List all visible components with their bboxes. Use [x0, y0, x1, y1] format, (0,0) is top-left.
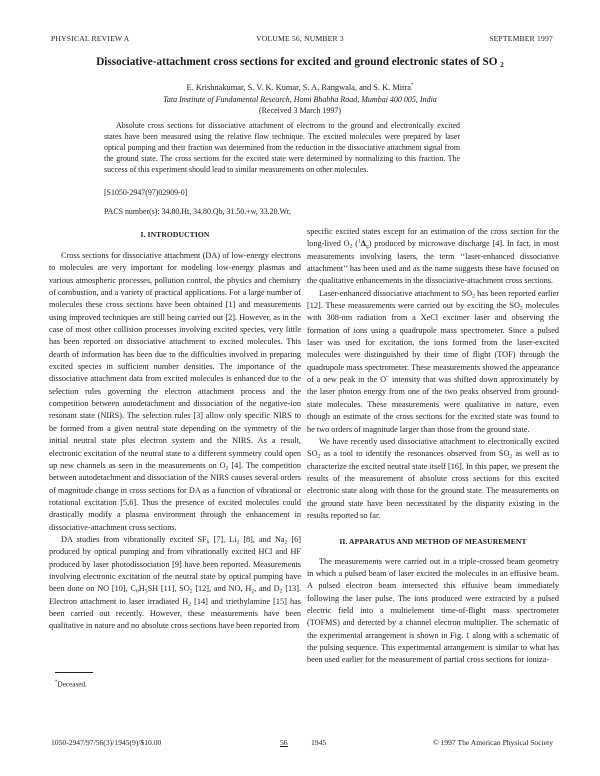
- title-subscript: 2: [500, 61, 504, 69]
- affiliation: Tata Institute of Fundamental Research, Homi Bhabha Road, Mumbai 400 005, India: [163, 95, 437, 104]
- footer-volume: 56: [280, 738, 288, 747]
- abstract: [104, 120, 460, 175]
- issue-date: SEPTEMBER 1997: [489, 34, 553, 43]
- intro-paragraph-4: Laser-enhanced dissociative attachment to $SO_2$ has been reported earlier [12]. These measurements were carried out by exciting the $SO_2$ molecules with 308-nm radiation from a XeCl excimer laser and observing the formation of ions using a quadrupole mass spectrometer. Since a pulsed laser was used for excitation, the ions formed from the laser-excited molecules were distinguished by their time of flight (TOF) through the quadrupole mass spectrometer. These measurements showed the appearance of a new peak in the O− intensity that was shifted down approximately by the laser photon energy from one of the two peaks observed from ground-state molecules. These measurements were qualitative in nature, even though an estimate of the cross sections for the excited state was found to be two orders of magnitude larger than those from the ground state.: [307, 288, 560, 434]
- received-date: (Received 3 March 1997): [259, 106, 341, 115]
- pacs-numbers: PACS number(s): 34.80.Ht, 34.80.Qb, 31.50.+w, 33.20.Wr,: [104, 207, 291, 216]
- abstract-text: Absolute cross sections for dissociative attachment of electrons to the ground and electronically excited states have been measured using the relative flow technique. The excited molecules were prepared by laser optical pumping and their fraction was determined from the reduction in the dissociative attachment signal from the ground state. The cross sections for the excited state were determined by normalizing to this fraction. The success of this experiment should lead to similar measurements on other molecules.: [104, 121, 460, 174]
- apparatus-paragraph-1: The measurements were carried out in a triple-crossed beam geometry in which a pulsed beam of laser excited the molecules in an effusive beam. A pulsed electron beam intersected this effusive beam immediately following the laser pulse. The ions produced were extracted by a pulsed electric field into a multielement time-of-flight mass spectrometer (TOFMS) and detected by a channel electron multiplier. The schematic of the experimental arrangement is shown in Fig. 1 along with a schematic of the pulsing sequence. This experimental arrangement is similar to what has been used earlier for the measurement of partial cross sections for ioniza-: [307, 556, 559, 665]
- paper-title: [0, 56, 600, 69]
- footnote: *Deceased.: [55, 680, 87, 689]
- intro-paragraph-3: specific excited states except for an estimation of the cross section for the long-lived $O_2$ $(^1\Delta_g)$ produced by microwave discharge [4]. In fact, in most measurements involving lasers, the term ‘‘laser-enhanced dissociative attachment’’ has been used and as the name suggests these have focused on the qualitative enhancements in the dissociative-attachment cross sections.: [307, 227, 560, 286]
- footer-code: 1050-2947/97/56(3)/1945(9)/$10.00: [51, 738, 162, 747]
- footnote-divider: [55, 672, 93, 673]
- intro-paragraph-2: DA studies from vibrationally excited $SF_6$ [7], $Li_2$ [8], and $Na_2$ [6] produced by optical pumping and from vibrationally excited HCl and HF produced by laser photodissociation [9] have been reported. Measurements involving electronic excitation of the neutral state by optical pumping have been done on NO [10], $C_6H_5SH$ [11], $SO_2$ [12], and NO, $H_2$, and $D_2$ [13]. Electron attachment to laser irradiated $H_2$ [14] and triethylamine [15] has been carried out recently. However, these measurements have been qualitative in nature and no absolute cross sections have been reported from: [49, 534, 302, 631]
- section-heading-apparatus: II. APPARATUS AND METHOD OF MEASUREMENT: [339, 537, 527, 547]
- author-list: [0, 83, 600, 92]
- article-identifier: [S1050-2947(97)02909-0]: [104, 188, 188, 197]
- title-text: Dissociative-attachment cross sections for excited and ground electronic states of SO: [96, 56, 498, 68]
- journal-name: PHYSICAL REVIEW A: [51, 34, 130, 43]
- authors-text: E. Krishnakumar, S. V. K. Kumar, S. A. Rangwala, and S. K. Mitra: [186, 83, 411, 92]
- intro-paragraph-5: We have recently used dissociative attachment to electronically excited $SO_2$ as a tool to identify the resonances observed from $SO_2$ as well as to characterize the excited neutral state itself [16]. In this paper, we present the results of the measurement of absolute cross sections for this excited electronic state along with those for the ground state. The measurements on the ground state have been necessitated by the disparity existing in the results reported so far.: [307, 436, 559, 520]
- volume-number: VOLUME 56, NUMBER 3: [256, 34, 344, 43]
- section-heading-introduction: I. INTRODUCTION: [140, 230, 210, 239]
- right-column: [307, 226, 559, 667]
- page-number: 1945: [311, 738, 327, 747]
- author-footnote-marker: *: [410, 83, 414, 89]
- intro-paragraph-1: Cross sections for dissociative attachment (DA) of low-energy electrons to molecules are very important for modeling low-energy plasmas and various atmospheric processes, pollution control, the physics and chemistry of combustion, and a variety of practical applications. For a large number of molecules these cross sections have been obtained [1] and measurements using improved techniques are still being carried out [2]. However, as in the case of most other collision processes involving excited species, very little has been reported on dissociative attachment to excited molecules. This dearth of information has been due to the difficulties involved in preparing excited species in sufficient number densities. The importance of the dissociative attachment data from excited molecules is enhanced due to the selection rules governing the electron attachment process and the competition between autodetachment and dissociation of the negative-ion resonant state (NIRS). The selection rules [3] allow only specific NIRS to be formed from a given neutral state depending on the symmetry of the initial neutral state plus electron system and the NIRS. As a result, electronic excitation of the neutral state to a different symmetry could open up new channels as seen in the measurements on $O_2$ [4]. The competition between autodetachment and dissociation of the NIRS causes several orders of magnitude change in cross sections for DA as a function of vibrational or rotational excitation [5,6]. Thus the presence of excited molecules could drastically modify a plasma environment through the enhancement in dissociative-attachment cross sections.: [49, 251, 301, 532]
- left-column: [49, 250, 301, 633]
- copyright: © 1997 The American Physical Society: [432, 738, 553, 747]
